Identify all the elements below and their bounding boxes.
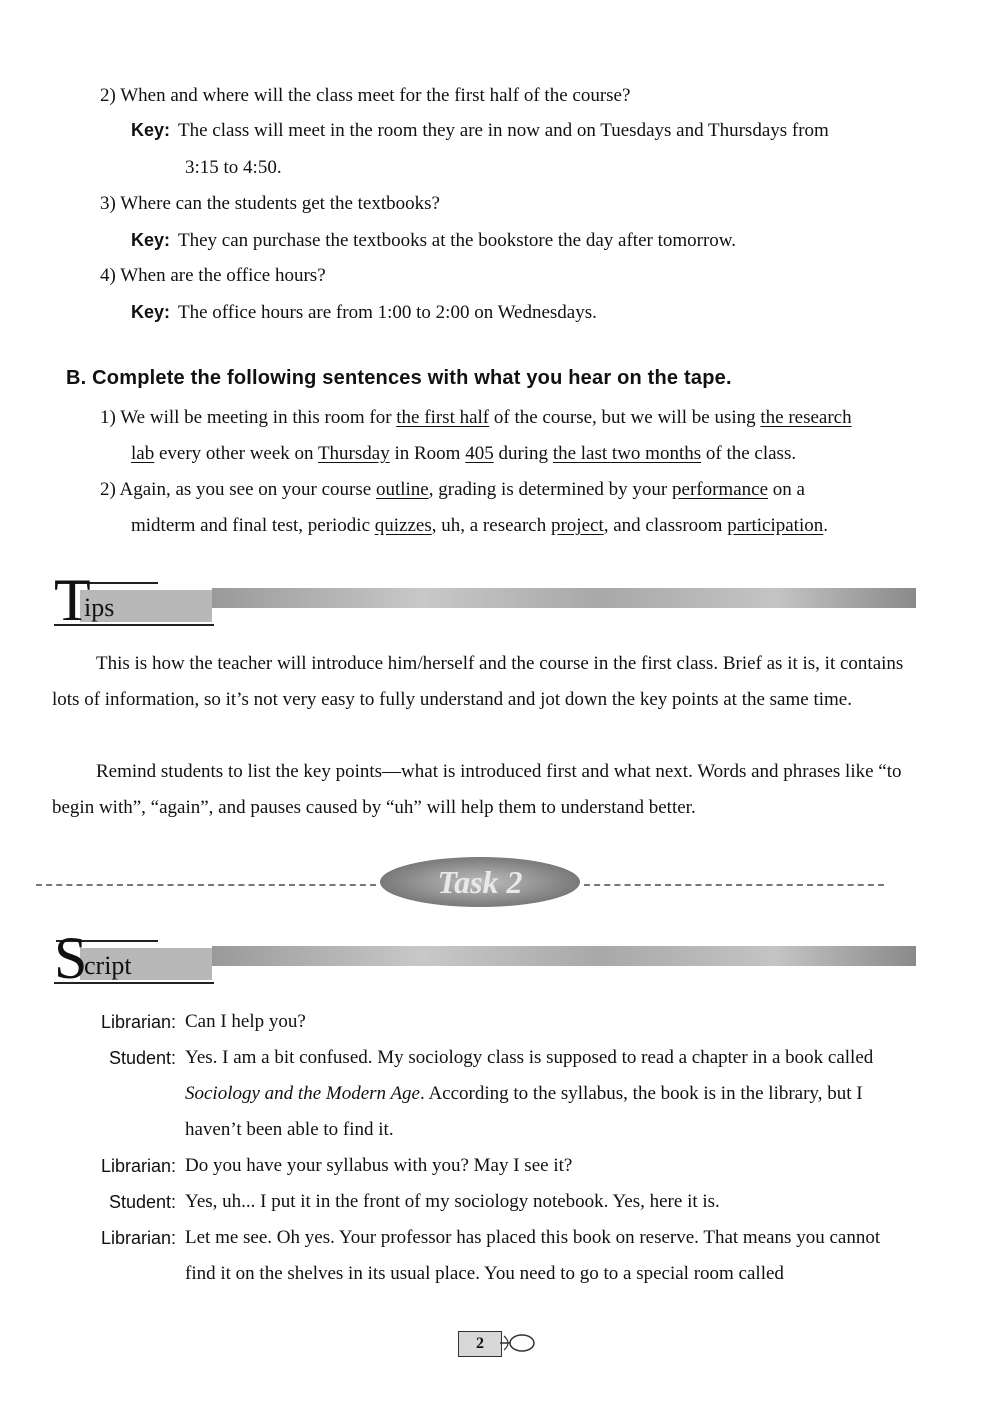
header-gray-bar — [212, 946, 916, 966]
question-text: Where can the students get the textbooks? — [120, 193, 440, 214]
task-badge — [380, 857, 580, 907]
divider-left — [36, 884, 376, 886]
answer-blank: the first half — [396, 407, 490, 428]
question-2 — [100, 84, 630, 108]
dialogue-line — [185, 1040, 915, 1148]
speaker-label: Librarian: — [100, 1012, 176, 1032]
sentence-text: We will be meeting in this room for — [120, 407, 397, 428]
script-title-rest: cript — [84, 951, 132, 980]
key-label: Key: — [131, 302, 171, 322]
sentence-text: , and classroom — [603, 515, 728, 536]
key-text: 3:15 to 4:50. — [185, 157, 282, 178]
answer-key-2 — [131, 118, 829, 143]
answer-blank: quizzes — [374, 515, 432, 536]
key-label: Key: — [131, 120, 171, 140]
dialogue-text: . According to the syllabus, the book is in the library, but I haven’t been able to find it. — [185, 1083, 863, 1140]
dialogue-line: Yes, uh... I put it in the front of my sociology notebook. Yes, here it is. — [185, 1191, 720, 1212]
answer-blank: performance — [672, 479, 769, 500]
question-number: 2) — [100, 85, 116, 106]
dialogue-line: Do you have your syllabus with you? May I see it? — [185, 1155, 573, 1176]
key-label: Key: — [131, 230, 171, 250]
task-label: Task 2 — [437, 863, 523, 900]
sentence-text: . — [823, 515, 828, 536]
question-text: When are the office hours? — [120, 265, 326, 286]
question-text: When and where will the class meet for the first half of the course? — [120, 85, 631, 106]
question-3 — [100, 192, 440, 216]
key-text: The office hours are from 1:00 to 2:00 on Wednesdays. — [178, 302, 597, 323]
answer-blank: project — [550, 515, 604, 536]
tips-title-initial: T — [54, 567, 91, 633]
answer-blank: the research — [760, 407, 852, 428]
tips-title-rest: ips — [84, 593, 115, 622]
header-gray-bar — [212, 588, 916, 608]
divider-right — [584, 884, 884, 886]
answer-blank: lab — [131, 443, 155, 464]
sentence-text: of the course, but we will be using — [489, 407, 761, 428]
answer-blank: participation — [727, 515, 824, 536]
fill-in-item-1-cont — [131, 442, 796, 466]
tips-paragraph-1: This is how the teacher will introduce him/herself and the course in the first class. Brief as it is, it contains lots of information, so it’s not very easy to fully understand and jot down the key points at the same time. — [52, 653, 904, 710]
fill-in-item-2-cont — [131, 514, 828, 538]
page-number: 2 — [458, 1331, 502, 1357]
dialogue-line: Let me see. Oh yes. Your professor has placed this book on reserve. That means you cannot find it on the shelves in its usual place. You need to go to a special room called — [185, 1227, 881, 1284]
question-number: 4) — [100, 265, 116, 286]
question-number: 3) — [100, 193, 116, 214]
fill-in-item-2 — [100, 478, 805, 502]
question-4 — [100, 264, 326, 288]
key-text: They can purchase the textbooks at the bookstore the day after tomorrow. — [178, 230, 737, 251]
key-text: The class will meet in the room they are in now and on Tuesdays and Thursdays from — [178, 120, 829, 141]
answer-blank: 405 — [465, 443, 494, 464]
item-number: 2) — [100, 479, 116, 500]
speaker-label: Librarian: — [100, 1228, 176, 1248]
page-ornament-icon — [498, 1330, 538, 1356]
item-number: 1) — [100, 407, 116, 428]
sentence-text: midterm and final test, periodic — [131, 515, 375, 536]
speaker-label: Librarian: — [100, 1156, 176, 1176]
dialogue-text: Yes. I am a bit confused. My sociology class is supposed to read a chapter in a book called — [185, 1047, 874, 1068]
answer-key-3 — [131, 228, 736, 253]
book-title: Sociology and the Modern Age — [185, 1083, 420, 1104]
sentence-text: on a — [768, 479, 805, 500]
tips-paragraph-2: Remind students to list the key points—what is introduced first and what next. Words and phrases like “to begin with”, “again”, and pauses caused by “uh” will help them to understand better. — [52, 761, 902, 818]
answer-blank: outline — [375, 479, 429, 500]
speaker-label: Student: — [108, 1192, 176, 1212]
answer-blank: Thursday — [317, 443, 390, 464]
header-rule-bottom — [54, 624, 214, 626]
section-b-heading: B. Complete the following sentences with what you hear on the tape. — [66, 367, 732, 389]
fill-in-item-1 — [100, 406, 852, 430]
speaker-label: Student: — [108, 1048, 176, 1068]
dialogue-line: Can I help you? — [185, 1011, 306, 1032]
script-title-initial: S — [54, 925, 88, 991]
sentence-text: every other week on — [154, 443, 318, 464]
answer-blank: the last two months — [552, 443, 702, 464]
answer-key-4 — [131, 300, 597, 325]
sentence-text: in Room — [389, 443, 466, 464]
header-rule-bottom — [54, 982, 214, 984]
sentence-text: Again, as you see on your course — [119, 479, 376, 500]
sentence-text: , uh, a research — [431, 515, 551, 536]
sentence-text: during — [493, 443, 553, 464]
sentence-text: , grading is determined by your — [428, 479, 673, 500]
sentence-text: of the class. — [701, 443, 797, 464]
answer-key-2-cont — [185, 156, 282, 180]
